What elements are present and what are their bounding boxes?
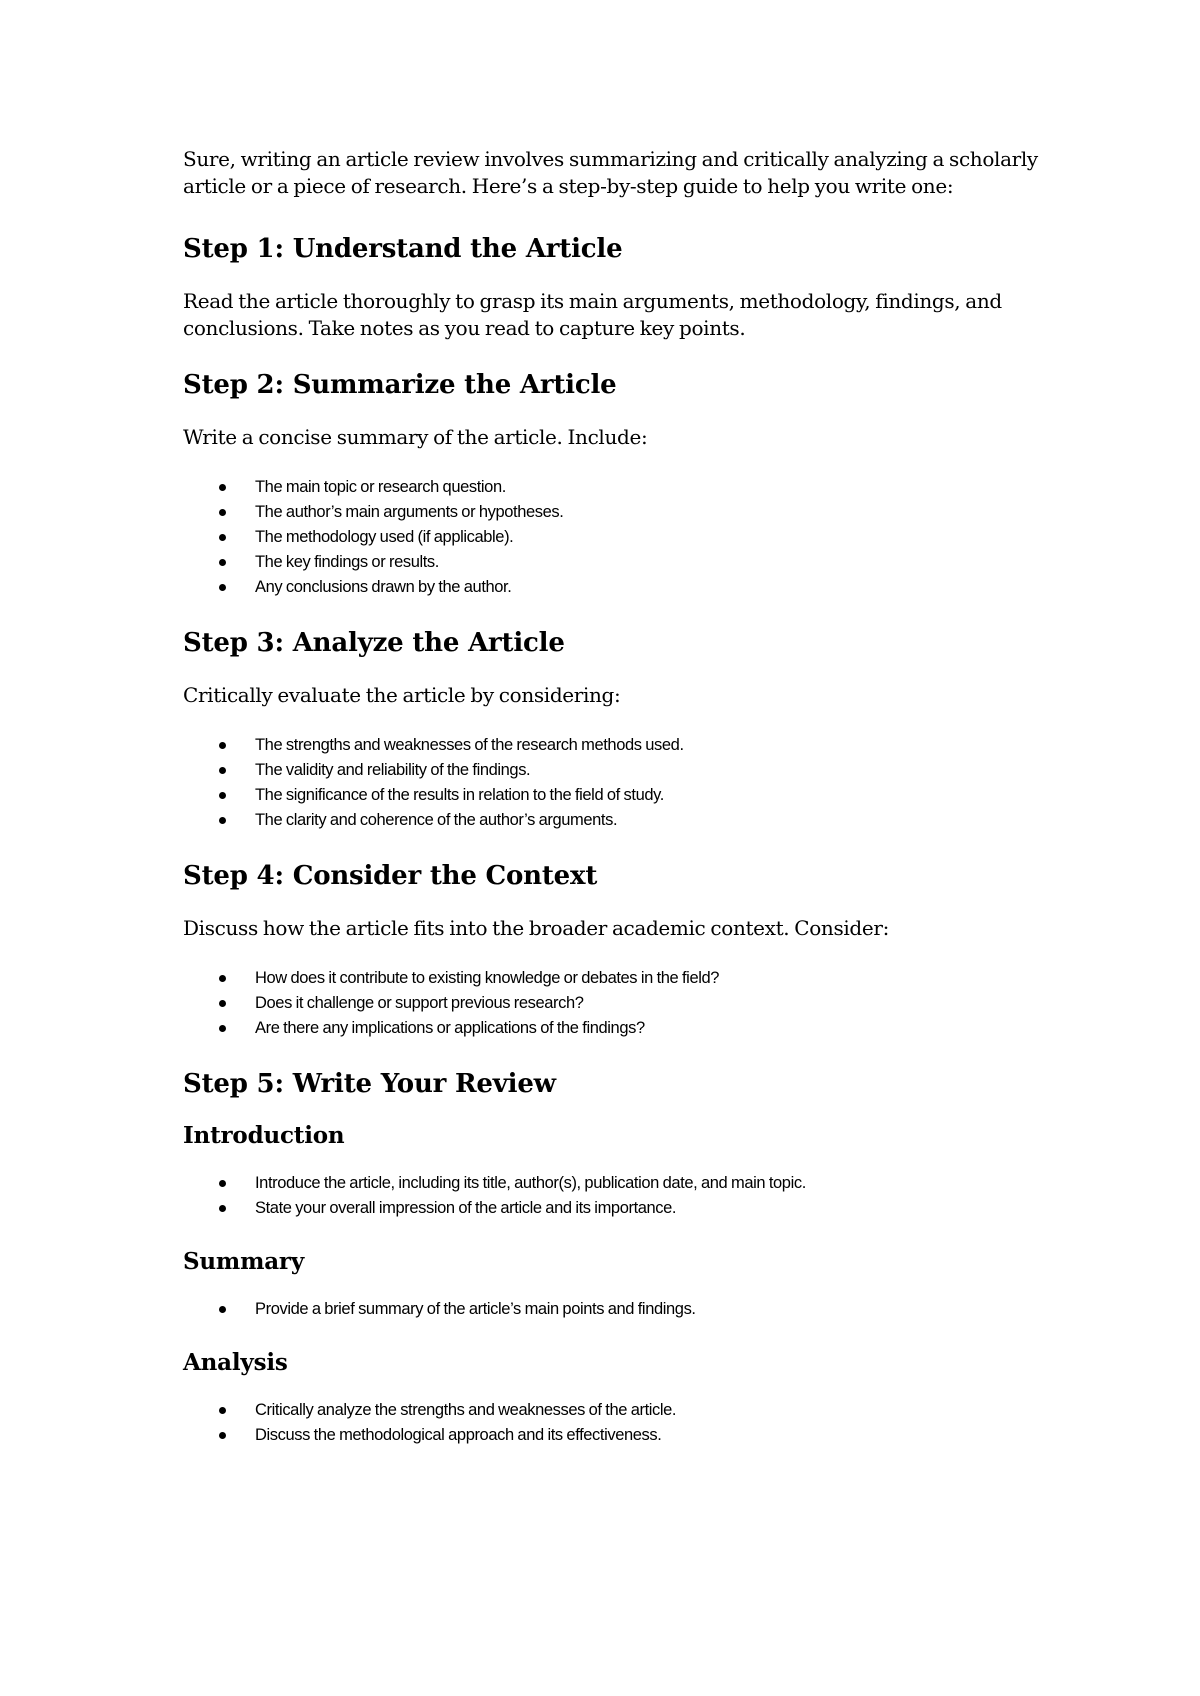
step1-heading: Step 1: Understand the Article bbox=[183, 234, 623, 264]
bullet-icon bbox=[219, 1432, 226, 1439]
bullet-icon bbox=[219, 534, 226, 541]
list-item: Are there any implications or applications of the findings? bbox=[183, 1016, 1043, 1041]
list-item: The main topic or research question. bbox=[183, 475, 1043, 500]
bullet-icon bbox=[219, 1000, 226, 1007]
bullet-icon bbox=[219, 1407, 226, 1414]
step5-heading: Step 5: Write Your Review bbox=[183, 1069, 556, 1099]
step3-list bbox=[183, 733, 1043, 833]
bullet-icon bbox=[219, 484, 226, 491]
bullet-icon bbox=[219, 767, 226, 774]
step4-heading: Step 4: Consider the Context bbox=[183, 861, 598, 891]
summary-heading: Summary bbox=[183, 1248, 304, 1275]
step4-list bbox=[183, 966, 1043, 1041]
bullet-icon bbox=[219, 509, 226, 516]
bullet-icon bbox=[219, 742, 226, 749]
list-item: The significance of the results in relation to the field of study. bbox=[183, 783, 1043, 808]
document-body bbox=[183, 146, 1043, 1474]
introduction-list bbox=[183, 1171, 1043, 1221]
analysis-list bbox=[183, 1398, 1043, 1448]
list-item: The methodology used (if applicable). bbox=[183, 525, 1043, 550]
intro-paragraph: Sure, writing an article review involves summarizing and critically analyzing a scholarly article or a piece of research. Here’s a step-by-step guide to help you write one: bbox=[183, 147, 1038, 198]
step1-paragraph: Read the article thoroughly to grasp its main arguments, methodology, findings, and conclusions. Take notes as you read to capture key points. bbox=[183, 289, 1002, 340]
summary-list bbox=[183, 1297, 1043, 1322]
bullet-icon bbox=[219, 1205, 226, 1212]
step3-heading: Step 3: Analyze the Article bbox=[183, 628, 565, 658]
bullet-icon bbox=[219, 975, 226, 982]
list-item: The validity and reliability of the findings. bbox=[183, 758, 1043, 783]
bullet-icon bbox=[219, 1025, 226, 1032]
list-item: Provide a brief summary of the article’s main points and findings. bbox=[183, 1297, 1043, 1322]
list-item: How does it contribute to existing knowledge or debates in the field? bbox=[183, 966, 1043, 991]
list-item: The strengths and weaknesses of the research methods used. bbox=[183, 733, 1043, 758]
list-item: The author’s main arguments or hypotheses. bbox=[183, 500, 1043, 525]
list-item: Critically analyze the strengths and weaknesses of the article. bbox=[183, 1398, 1043, 1423]
list-item: Discuss the methodological approach and its effectiveness. bbox=[183, 1423, 1043, 1448]
step2-paragraph: Write a concise summary of the article. Include: bbox=[183, 425, 648, 449]
list-item: State your overall impression of the article and its importance. bbox=[183, 1196, 1043, 1221]
bullet-icon bbox=[219, 817, 226, 824]
bullet-icon bbox=[219, 1306, 226, 1313]
list-item: Any conclusions drawn by the author. bbox=[183, 575, 1043, 600]
step2-list bbox=[183, 475, 1043, 600]
analysis-heading: Analysis bbox=[183, 1349, 288, 1376]
list-item: The key findings or results. bbox=[183, 550, 1043, 575]
list-item: Introduce the article, including its title, author(s), publication date, and main topic. bbox=[183, 1171, 1043, 1196]
bullet-icon bbox=[219, 584, 226, 591]
list-item: The clarity and coherence of the author’s arguments. bbox=[183, 808, 1043, 833]
step3-paragraph: Critically evaluate the article by considering: bbox=[183, 683, 621, 707]
bullet-icon bbox=[219, 792, 226, 799]
bullet-icon bbox=[219, 559, 226, 566]
step2-heading: Step 2: Summarize the Article bbox=[183, 370, 617, 400]
introduction-heading: Introduction bbox=[183, 1122, 345, 1149]
list-item: Does it challenge or support previous research? bbox=[183, 991, 1043, 1016]
bullet-icon bbox=[219, 1180, 226, 1187]
step4-paragraph: Discuss how the article fits into the broader academic context. Consider: bbox=[183, 916, 889, 940]
